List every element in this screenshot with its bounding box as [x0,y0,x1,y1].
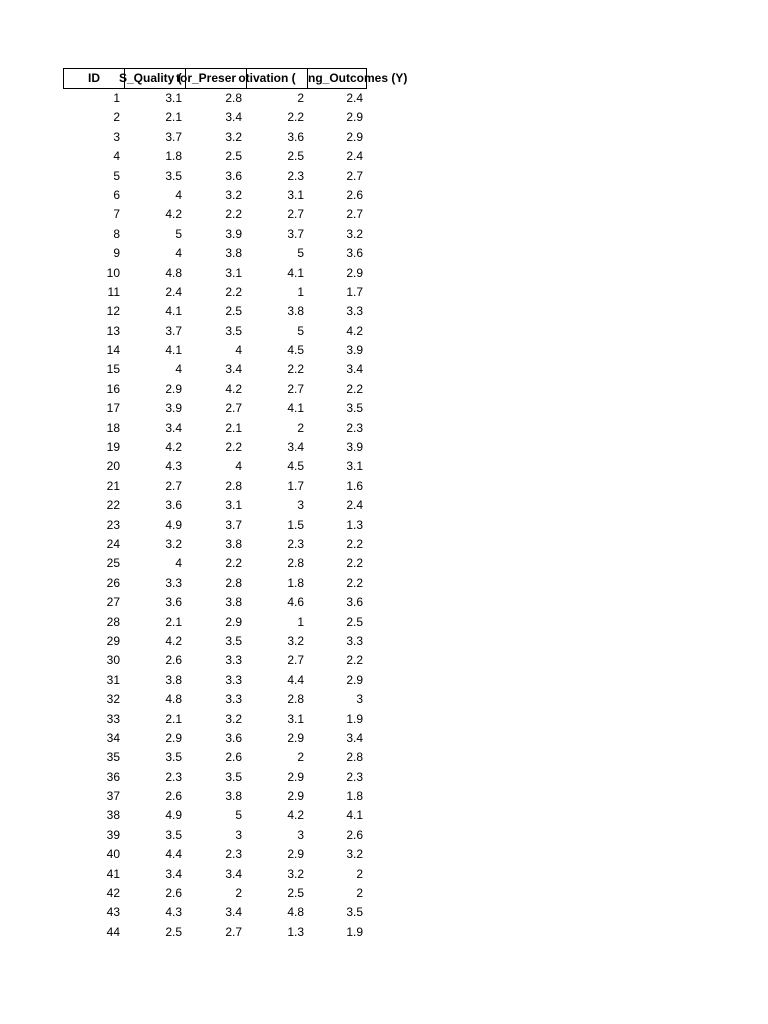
cell-s-quality[interactable]: 3.8 [165,672,182,687]
cell-id[interactable]: 6 [113,187,120,202]
cell-otivation[interactable]: 2.3 [287,536,304,551]
cell-tor-preser[interactable]: 3.1 [225,265,242,280]
cell-tor-preser[interactable]: 2 [235,886,242,901]
cell-otivation[interactable]: 1 [297,284,304,299]
cell-id[interactable]: 37 [106,789,120,804]
cell-s-quality[interactable]: 4.2 [165,440,182,455]
cell-id[interactable]: 10 [106,265,120,280]
cell-ng-outcomes[interactable]: 2.4 [346,149,363,164]
cell-s-quality[interactable]: 4.8 [165,692,182,707]
cell-tor-preser[interactable]: 3.5 [225,323,242,338]
cell-otivation[interactable]: 2.2 [287,362,304,377]
cell-id[interactable]: 11 [107,284,120,299]
cell-s-quality[interactable]: 2.5 [165,924,182,939]
cell-id[interactable]: 8 [113,226,120,241]
cell-otivation[interactable]: 3.8 [287,304,304,319]
cell-id[interactable]: 30 [106,653,120,668]
cell-tor-preser[interactable]: 3.4 [225,362,242,377]
cell-s-quality[interactable]: 2.9 [165,381,182,396]
cell-s-quality[interactable]: 2.6 [165,653,182,668]
cell-tor-preser[interactable]: 2.9 [225,614,242,629]
header-otivation[interactable] [238,68,308,89]
cell-tor-preser[interactable]: 2.1 [225,420,242,435]
cell-s-quality[interactable]: 5 [175,226,182,241]
cell-otivation[interactable]: 3 [297,498,304,513]
cell-tor-preser[interactable]: 3.3 [225,653,242,668]
cell-ng-outcomes[interactable]: 2.4 [346,498,363,513]
cell-s-quality[interactable]: 4.1 [165,343,182,358]
header-s-quality-text: S_Quality ( [119,71,182,85]
cell-otivation[interactable]: 2.8 [287,692,304,707]
cell-ng-outcomes[interactable]: 2.9 [346,672,363,687]
cell-ng-outcomes[interactable]: 2.7 [346,168,363,183]
cell-otivation[interactable]: 2 [297,91,304,105]
cell-tor-preser[interactable]: 3 [235,827,242,842]
cell-s-quality[interactable]: 4.9 [165,517,182,532]
cell-id[interactable]: 5 [113,168,120,183]
cell-id[interactable]: 24 [106,536,120,551]
cell-id[interactable]: 31 [106,672,120,687]
cell-otivation[interactable]: 5 [297,246,304,261]
cell-ng-outcomes[interactable]: 1.9 [346,711,363,726]
cell-tor-preser[interactable]: 5 [235,808,242,823]
cell-s-quality[interactable]: 3.5 [165,168,182,183]
cell-s-quality[interactable]: 3.1 [165,91,182,105]
header-ng-outcomes[interactable] [307,68,408,89]
cell-otivation[interactable]: 3.2 [287,633,304,648]
cell-tor-preser[interactable]: 3.8 [225,595,242,610]
cell-id[interactable]: 16 [106,381,120,396]
cell-s-quality[interactable]: 4 [175,187,182,202]
cell-id[interactable]: 14 [106,343,120,358]
cell-s-quality[interactable]: 3.2 [165,536,182,551]
cell-s-quality[interactable]: 3.4 [165,420,182,435]
cell-tor-preser[interactable]: 2.5 [225,304,242,319]
cell-ng-outcomes[interactable]: 3.2 [346,226,363,241]
cell-tor-preser[interactable]: 2.5 [225,149,242,164]
cell-s-quality[interactable]: 2.7 [165,478,182,493]
cell-id[interactable]: 13 [106,323,120,338]
cell-s-quality[interactable]: 1.8 [165,149,182,164]
cell-otivation[interactable]: 4.4 [287,672,304,687]
cell-tor-preser[interactable]: 4 [235,343,242,358]
cell-id[interactable]: 42 [106,886,120,901]
cell-ng-outcomes[interactable]: 3.9 [346,440,363,455]
cell-id[interactable]: 33 [106,711,120,726]
cell-otivation[interactable]: 2 [297,750,304,765]
cell-otivation[interactable]: 2.8 [287,556,304,571]
cell-otivation[interactable]: 2.7 [287,381,304,396]
cell-ng-outcomes[interactable]: 2.2 [346,381,363,396]
cell-otivation[interactable]: 1.3 [287,924,304,939]
cell-ng-outcomes[interactable]: 2.2 [346,556,363,571]
cell-ng-outcomes[interactable]: 2.6 [346,827,363,842]
cell-ng-outcomes[interactable]: 1.7 [346,284,363,299]
cell-otivation[interactable]: 4.5 [287,459,304,474]
cell-id[interactable]: 3 [113,129,120,144]
cell-id[interactable]: 23 [106,517,120,532]
cell-id[interactable]: 25 [106,556,120,571]
cell-id[interactable]: 15 [106,362,120,377]
cell-ng-outcomes[interactable]: 2.7 [346,207,363,222]
cell-tor-preser[interactable]: 3.6 [225,168,242,183]
cell-ng-outcomes[interactable]: 2.3 [346,769,363,784]
cell-s-quality[interactable]: 4.8 [165,265,182,280]
cell-otivation[interactable]: 2.5 [287,886,304,901]
header-otivation-text: otivation ( [238,71,296,85]
cell-s-quality[interactable]: 2.1 [165,711,182,726]
cell-otivation[interactable]: 2.9 [287,847,304,862]
cell-id[interactable]: 43 [106,905,120,920]
cell-id[interactable]: 44 [106,924,120,939]
cell-ng-outcomes[interactable]: 3.9 [346,343,363,358]
cell-ng-outcomes[interactable]: 1.6 [346,478,363,493]
cell-ng-outcomes[interactable]: 2.6 [346,187,363,202]
cell-otivation[interactable]: 3.1 [287,711,304,726]
cell-tor-preser[interactable]: 3.3 [225,672,242,687]
cell-otivation[interactable]: 1 [297,614,304,629]
header-id-text: ID [88,71,100,85]
cell-otivation[interactable]: 2.7 [287,653,304,668]
cell-s-quality[interactable]: 4.2 [165,207,182,222]
cell-id[interactable]: 20 [106,459,120,474]
cell-tor-preser[interactable]: 3.4 [225,905,242,920]
cell-s-quality[interactable]: 3.6 [165,498,182,513]
cell-ng-outcomes[interactable]: 3.4 [346,362,363,377]
cell-tor-preser[interactable]: 2.8 [225,478,242,493]
cell-s-quality[interactable]: 3.5 [165,827,182,842]
cell-id[interactable]: 7 [113,207,120,222]
cell-s-quality[interactable]: 2.4 [165,284,182,299]
cell-ng-outcomes[interactable]: 2.3 [346,420,363,435]
cell-ng-outcomes[interactable]: 2.2 [346,575,363,590]
cell-tor-preser[interactable]: 3.9 [225,226,242,241]
cell-otivation[interactable]: 2.7 [287,207,304,222]
cell-tor-preser[interactable]: 2.8 [225,575,242,590]
cell-ng-outcomes[interactable]: 3.2 [346,847,363,862]
cell-id[interactable]: 28 [106,614,120,629]
cell-ng-outcomes[interactable]: 3.3 [346,304,363,319]
cell-tor-preser[interactable]: 2.3 [225,847,242,862]
cell-tor-preser[interactable]: 2.7 [225,401,242,416]
cell-s-quality[interactable]: 3.9 [165,401,182,416]
cell-tor-preser[interactable]: 4.2 [225,381,242,396]
cell-ng-outcomes[interactable]: 1.3 [346,517,363,532]
cell-otivation[interactable]: 2.3 [287,168,304,183]
cell-ng-outcomes[interactable]: 2.9 [346,110,363,125]
cell-ng-outcomes[interactable]: 4.2 [346,323,363,338]
cell-otivation[interactable]: 3.6 [287,129,304,144]
cell-s-quality[interactable]: 3.6 [165,595,182,610]
cell-otivation[interactable]: 4.8 [287,905,304,920]
cell-ng-outcomes[interactable]: 2.9 [346,129,363,144]
cell-s-quality[interactable]: 4.9 [165,808,182,823]
cell-ng-outcomes[interactable]: 2.9 [346,265,363,280]
cell-s-quality[interactable]: 2.6 [165,789,182,804]
cell-ng-outcomes[interactable]: 3 [356,692,363,707]
cell-s-quality[interactable]: 4.3 [165,459,182,474]
cell-id[interactable]: 38 [106,808,120,823]
cell-otivation[interactable]: 4.2 [287,808,304,823]
cell-s-quality[interactable]: 3.5 [165,750,182,765]
cell-id[interactable]: 35 [106,750,120,765]
cell-id[interactable]: 12 [106,304,120,319]
cell-id[interactable]: 34 [106,730,120,745]
cell-otivation[interactable]: 2.5 [287,149,304,164]
cell-otivation[interactable]: 4.1 [287,401,304,416]
cell-ng-outcomes[interactable]: 3.5 [346,905,363,920]
cell-s-quality[interactable]: 4.1 [165,304,182,319]
cell-id[interactable]: 27 [106,595,120,610]
cell-ng-outcomes[interactable]: 2.4 [346,91,363,105]
cell-id[interactable]: 26 [106,575,120,590]
cell-otivation[interactable]: 2.9 [287,789,304,804]
cell-s-quality[interactable]: 4.3 [165,905,182,920]
cell-tor-preser[interactable]: 3.5 [225,769,242,784]
cell-tor-preser[interactable]: 2.6 [225,750,242,765]
cell-s-quality[interactable]: 3.3 [165,575,182,590]
cell-tor-preser[interactable]: 3.2 [225,129,242,144]
cell-ng-outcomes[interactable]: 2 [356,866,363,881]
cell-id[interactable]: 40 [106,847,120,862]
cell-ng-outcomes[interactable]: 2 [356,886,363,901]
cell-otivation[interactable]: 1.5 [287,517,304,532]
cell-ng-outcomes[interactable]: 2.2 [346,536,363,551]
cell-tor-preser[interactable]: 2.2 [225,284,242,299]
cell-id[interactable]: 41 [106,866,120,881]
cell-ng-outcomes[interactable]: 3.6 [346,246,363,261]
cell-otivation[interactable]: 4.5 [287,343,304,358]
cell-tor-preser[interactable]: 2.7 [225,924,242,939]
header-tor-preser-text: tor_Preser [176,71,237,85]
cell-tor-preser[interactable]: 3.3 [225,692,242,707]
cell-s-quality[interactable]: 4.4 [165,847,182,862]
cell-otivation[interactable]: 1.7 [287,478,304,493]
cell-s-quality[interactable]: 2.3 [165,769,182,784]
cell-tor-preser[interactable]: 2.8 [225,91,242,105]
cell-ng-outcomes[interactable]: 3.5 [346,401,363,416]
cell-id[interactable]: 4 [113,149,120,164]
cell-id[interactable]: 19 [106,440,120,455]
cell-ng-outcomes[interactable]: 2.5 [346,614,363,629]
cell-otivation[interactable]: 2.9 [287,769,304,784]
cell-otivation[interactable]: 4.1 [287,265,304,280]
cell-tor-preser[interactable]: 3.8 [225,789,242,804]
cell-tor-preser[interactable]: 3.8 [225,246,242,261]
cell-ng-outcomes[interactable]: 3.4 [346,730,363,745]
cell-otivation[interactable]: 3.2 [287,866,304,881]
cell-otivation[interactable]: 4.6 [287,595,304,610]
cell-s-quality[interactable]: 2.1 [165,110,182,125]
cell-s-quality[interactable]: 4 [175,556,182,571]
cell-ng-outcomes[interactable]: 2.8 [346,750,363,765]
cell-ng-outcomes[interactable]: 1.9 [346,924,363,939]
cell-s-quality[interactable]: 3.7 [165,323,182,338]
cell-id[interactable]: 17 [106,401,120,416]
cell-s-quality[interactable]: 4 [175,246,182,261]
cell-id[interactable]: 21 [106,478,120,493]
cell-tor-preser[interactable]: 3.6 [225,730,242,745]
cell-s-quality[interactable]: 2.9 [165,730,182,745]
cell-ng-outcomes[interactable]: 1.8 [346,789,363,804]
cell-tor-preser[interactable]: 2.2 [225,556,242,571]
cell-otivation[interactable]: 1.8 [287,575,304,590]
cell-otivation[interactable]: 2.2 [287,110,304,125]
cell-otivation[interactable]: 3.4 [287,440,304,455]
cell-tor-preser[interactable]: 2.2 [225,440,242,455]
cell-s-quality[interactable]: 3.7 [165,129,182,144]
cell-ng-outcomes[interactable]: 3.6 [346,595,363,610]
cell-id[interactable]: 22 [106,498,120,513]
cell-s-quality[interactable]: 2.6 [165,886,182,901]
cell-id[interactable]: 32 [106,692,120,707]
cell-tor-preser[interactable]: 3.4 [225,866,242,881]
cell-ng-outcomes[interactable]: 2.2 [346,653,363,668]
cell-ng-outcomes[interactable]: 3.1 [346,459,363,474]
cell-tor-preser[interactable]: 3.5 [225,633,242,648]
cell-otivation[interactable]: 2.9 [287,730,304,745]
cell-s-quality[interactable]: 4 [175,362,182,377]
cell-id[interactable]: 9 [113,246,120,261]
cell-id[interactable]: 1 [113,91,120,105]
header-ng-outcomes-text: ng_Outcomes (Y) [308,71,408,85]
cell-tor-preser[interactable]: 3.8 [225,536,242,551]
cell-tor-preser[interactable]: 2.2 [225,207,242,222]
cell-otivation[interactable]: 5 [297,323,304,338]
cell-otivation[interactable]: 3.1 [287,187,304,202]
cell-ng-outcomes[interactable]: 3.3 [346,633,363,648]
cell-tor-preser[interactable]: 4 [235,459,242,474]
header-id[interactable] [63,68,125,89]
cell-otivation[interactable]: 3.7 [287,226,304,241]
cell-id[interactable]: 2 [113,110,120,125]
cell-otivation[interactable]: 3 [297,827,304,842]
cell-tor-preser[interactable]: 3.7 [225,517,242,532]
cell-id[interactable]: 36 [106,769,120,784]
cell-tor-preser[interactable]: 3.4 [225,110,242,125]
cell-id[interactable]: 29 [106,633,120,648]
cell-tor-preser[interactable]: 3.2 [225,187,242,202]
cell-id[interactable]: 39 [106,827,120,842]
cell-tor-preser[interactable]: 3.1 [225,498,242,513]
cell-tor-preser[interactable]: 3.2 [225,711,242,726]
cell-s-quality[interactable]: 3.4 [165,866,182,881]
cell-otivation[interactable]: 2 [297,420,304,435]
cell-ng-outcomes[interactable]: 4.1 [346,808,363,823]
cell-s-quality[interactable]: 2.1 [165,614,182,629]
cell-s-quality[interactable]: 4.2 [165,633,182,648]
cell-id[interactable]: 18 [106,420,120,435]
